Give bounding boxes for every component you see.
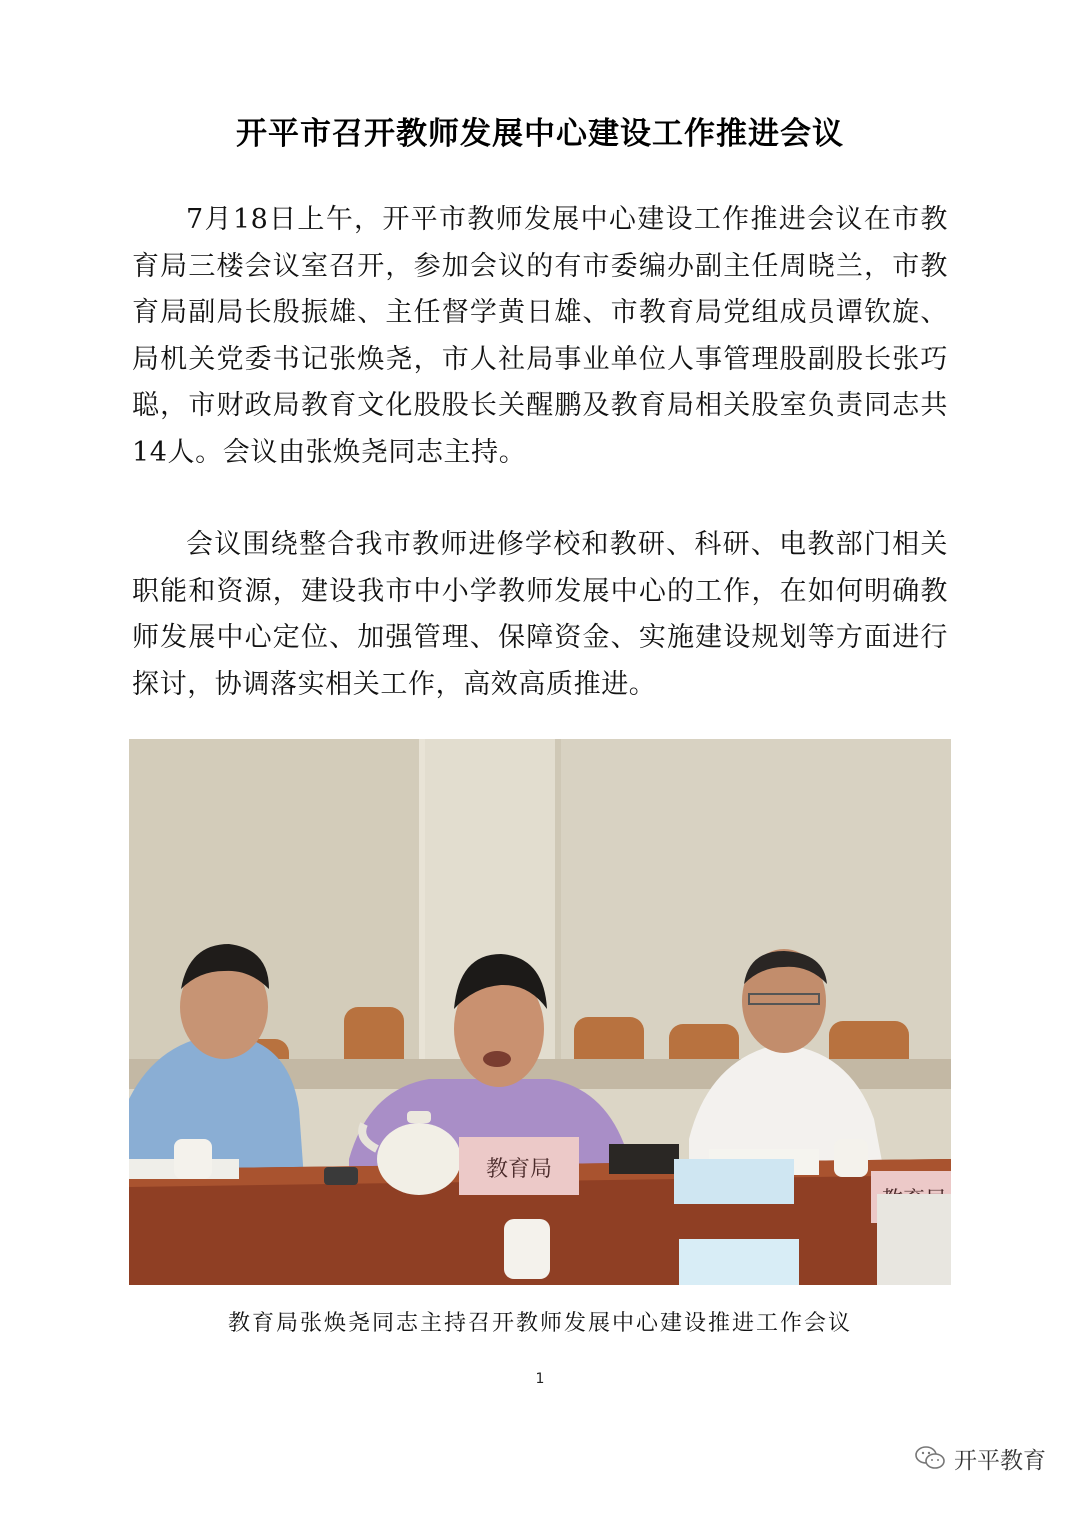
notebook [609,1144,679,1174]
name-plate-main [459,1137,579,1195]
watermark-text: 开平教育 [954,1447,1046,1474]
tissue-box [674,1159,794,1204]
wall-divider-2 [555,739,561,1069]
paragraph-1: 7月18日上午，开平市教师发展中心建设工作推进会议在市教育局三楼会议室召开，参加会议的有市委编办副主任周晓兰，市教育局副局长殷振雄、主任督学黄日雄、市教育局党组成员谭钦旋、局机关党委书记张焕尧，市人社局事业单位人事管理股副股长张巧聪，市财政局教育文化股股长关醒鹏及教育局相关股室负责同志共14人。会议由张焕尧同志主持。 [132,204,948,468]
meeting-photo [129,739,951,1285]
photo-caption: 教育局张焕尧同志主持召开教师发展中心建设推进工作会议 [227,1311,852,1336]
page-title: 开平市召开教师发展中心建设工作推进会议 [236,116,844,152]
phone [324,1167,358,1185]
wechat-icon [914,1444,946,1472]
watermark [914,1438,1046,1478]
paper-foreground [877,1194,951,1285]
meeting-photo-illustration [129,739,951,1285]
tissue-box-front [679,1239,799,1285]
page-number: 1 [535,1371,545,1387]
name-plate-main-text: 教育局 [485,1157,553,1182]
paragraph-2: 会议围绕整合我市教师进修学校和教研、科研、电教部门相关职能和资源，建设我市中小学教师发展中心的工作，在如何明确教师发展中心定位、加强管理、保障资金、实施建设规划等方面进行探讨，协调落实相关工作，高效高质推进。 [132,529,948,700]
wall-divider [419,739,425,1069]
